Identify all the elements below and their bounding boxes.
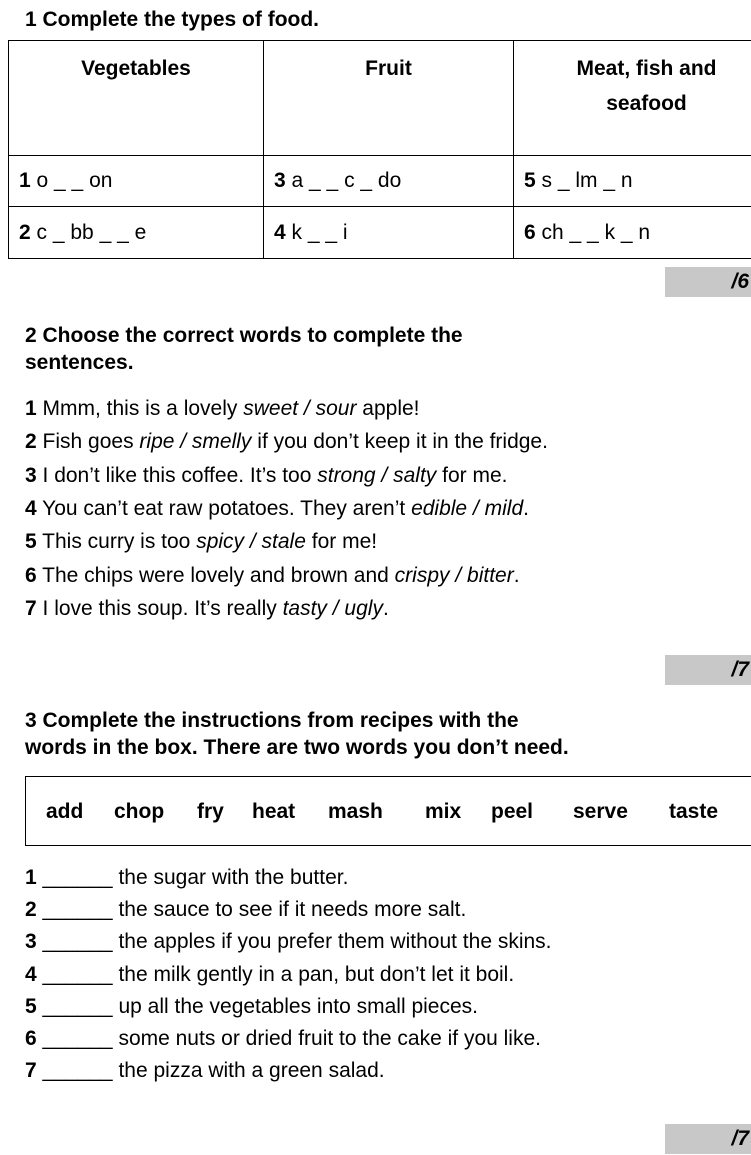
sentence-start: I don’t like this coffee. It’s too — [36, 463, 318, 487]
instruction-text: the sugar with the butter. — [112, 866, 349, 889]
sentence-start: You can’t eat raw potatoes. They aren’t — [36, 496, 412, 520]
sentence-end: . — [523, 496, 529, 520]
word-choice[interactable]: crispy / bitter — [394, 563, 514, 587]
answer-cell-4[interactable] — [264, 207, 514, 259]
section2-heading-line1: 2 Choose the correct words to complete the — [25, 324, 463, 347]
sentence-start: This curry is too — [36, 530, 197, 554]
header-vegetables: Vegetables — [9, 41, 264, 156]
gapped-word: o _ _ on — [30, 168, 113, 192]
instruction-item — [25, 1057, 385, 1084]
answer-blank[interactable]: ______ — [36, 1059, 113, 1083]
gapped-word: a _ _ c _ do — [285, 168, 402, 192]
section2-heading — [25, 322, 463, 376]
word-box-item: taste — [669, 800, 719, 823]
item-number: 4 — [274, 220, 286, 244]
sentence-start: Fish goes — [36, 430, 140, 454]
section2-score[interactable]: /7 — [665, 655, 751, 685]
instruction-item — [25, 961, 514, 988]
table-header-row — [9, 41, 751, 156]
sentence-start: I love this soup. It’s really — [36, 596, 283, 620]
sentence-start: The chips were lovely and brown and — [36, 563, 395, 587]
sentence-item — [25, 395, 420, 422]
section2-heading-line2: sentences. — [25, 351, 134, 374]
sentence-end: for me. — [436, 463, 508, 487]
section1-heading: 1 Complete the types of food. — [25, 8, 320, 31]
word-box-item: fry — [197, 800, 224, 823]
instruction-text: the pizza with a green salad. — [112, 1059, 385, 1083]
instruction-text: some nuts or dried fruit to the cake if you like. — [112, 1027, 541, 1050]
answer-cell-2[interactable] — [9, 207, 264, 259]
item-number: 2 — [19, 220, 31, 244]
instruction-item — [25, 896, 466, 923]
section3-heading-line2: words in the box. There are two words you don’t need. — [25, 736, 569, 759]
gapped-word: ch _ _ k _ n — [535, 220, 651, 244]
item-number: 1 — [25, 866, 37, 889]
item-number: 4 — [25, 962, 37, 986]
item-number: 6 — [524, 220, 536, 244]
table-row — [9, 207, 751, 259]
answer-cell-6[interactable] — [514, 207, 751, 259]
gapped-word: k _ _ i — [285, 220, 348, 244]
word-box-item: heat — [252, 800, 296, 823]
instruction-text: the sauce to see if it needs more salt. — [112, 898, 467, 922]
section1-score[interactable]: /6 — [665, 267, 751, 297]
word-choice[interactable]: sweet / sour — [243, 397, 357, 420]
word-box — [25, 776, 751, 846]
instruction-item — [25, 993, 478, 1020]
instruction-text: the milk gently in a pan, but don’t let it boil. — [112, 962, 515, 986]
sentence-item — [25, 562, 520, 589]
item-number: 7 — [25, 1059, 37, 1083]
answer-blank[interactable]: ______ — [36, 866, 113, 889]
header-fruit: Fruit — [264, 41, 514, 156]
table-row — [9, 155, 751, 207]
item-number: 2 — [25, 430, 37, 454]
answer-blank[interactable]: ______ — [36, 930, 113, 954]
sentence-end: . — [382, 596, 389, 620]
item-number: 7 — [25, 596, 37, 620]
header-meat-fish-seafood: Meat, fish and seafood — [514, 41, 751, 156]
word-box-item: mix — [425, 800, 462, 823]
gapped-word: s _ lm _ n — [535, 168, 633, 192]
word-box-item: peel — [491, 800, 534, 823]
answer-cell-5[interactable] — [514, 155, 751, 207]
answer-blank[interactable]: ______ — [36, 1027, 113, 1050]
instruction-item — [25, 1025, 541, 1052]
section3-heading-line1: 3 Complete the instructions from recipes with the — [25, 709, 519, 732]
item-number: 3 — [274, 168, 286, 192]
sentence-start: Mmm, this is a lovely — [36, 397, 244, 420]
sentence-item — [25, 495, 529, 522]
item-number: 3 — [25, 463, 37, 487]
answer-blank[interactable]: ______ — [36, 898, 113, 922]
item-number: 4 — [25, 496, 37, 520]
section3-heading — [25, 707, 569, 761]
answer-blank[interactable]: ______ — [36, 962, 113, 986]
sentence-item — [25, 428, 548, 455]
item-number: 1 — [19, 168, 31, 192]
word-choice[interactable]: spicy / stale — [196, 530, 306, 554]
word-choice[interactable]: edible / mild — [411, 496, 524, 520]
item-number: 2 — [25, 898, 37, 922]
word-choice[interactable]: tasty / ugly — [282, 596, 383, 620]
instruction-text: the apples if you prefer them without the skins. — [112, 930, 552, 954]
item-number: 1 — [25, 397, 37, 420]
item-number: 6 — [25, 563, 37, 587]
word-box-item: chop — [114, 800, 165, 823]
gapped-word: c _ bb _ _ e — [30, 220, 147, 244]
word-box-item: add — [46, 800, 84, 823]
item-number: 5 — [524, 168, 536, 192]
answer-cell-1[interactable] — [9, 155, 264, 207]
item-number: 5 — [25, 530, 37, 554]
instruction-item — [25, 928, 552, 955]
item-number: 5 — [25, 994, 37, 1018]
sentence-end: apple! — [356, 397, 420, 420]
sentence-end: if you don’t keep it in the fridge. — [251, 430, 548, 454]
sentence-item — [25, 595, 389, 622]
word-choice[interactable]: ripe / smelly — [139, 430, 252, 454]
section3-score[interactable]: /7 — [665, 1124, 751, 1154]
food-types-table — [8, 40, 751, 259]
instruction-text: up all the vegetables into small pieces. — [112, 994, 478, 1018]
word-box-item: serve — [573, 800, 628, 823]
word-choice[interactable]: strong / salty — [317, 463, 437, 487]
item-number: 3 — [25, 930, 37, 954]
answer-blank[interactable]: ______ — [36, 994, 113, 1018]
word-box-item: mash — [328, 800, 383, 823]
item-number: 6 — [25, 1027, 37, 1050]
instruction-item — [25, 864, 348, 891]
sentence-end: . — [513, 563, 520, 587]
sentence-end: for me! — [305, 530, 378, 554]
sentence-item — [25, 528, 377, 555]
sentence-item — [25, 462, 507, 489]
answer-cell-3[interactable] — [264, 155, 514, 207]
